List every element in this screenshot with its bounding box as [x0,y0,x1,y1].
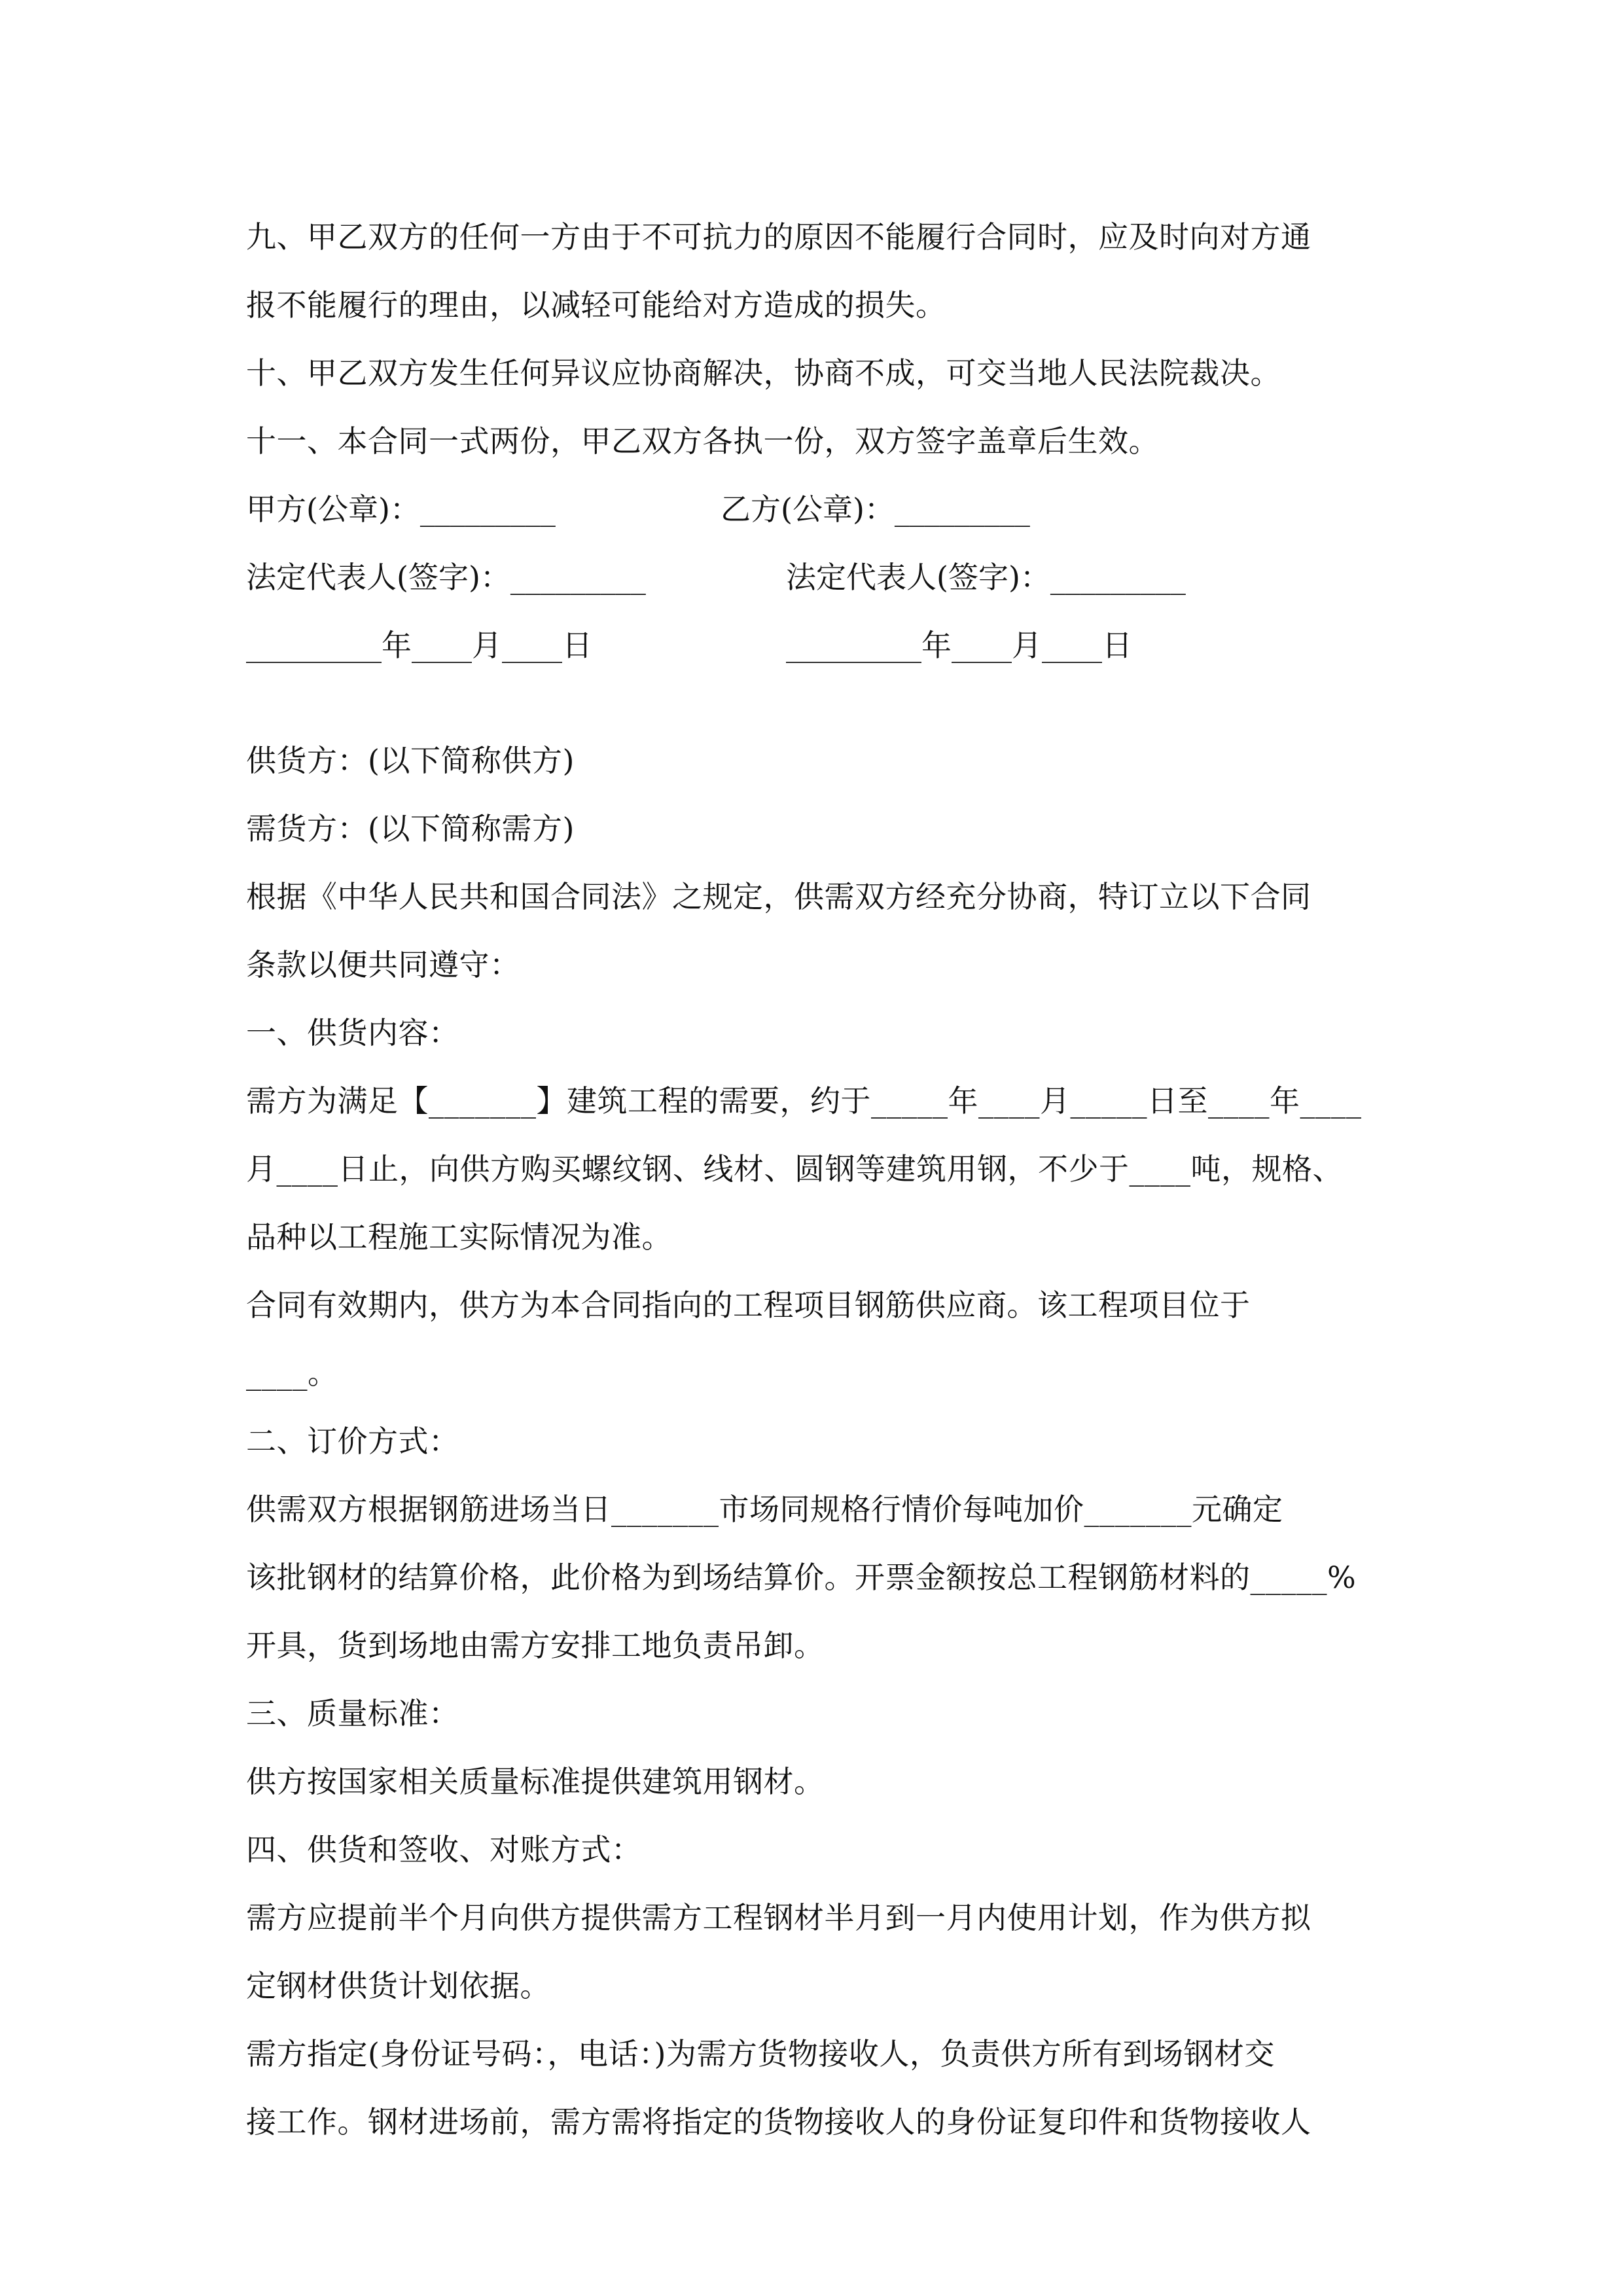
signature-row-representative [246,543,1398,611]
clause-9-line-1: 九、甲乙双方的任何一方由于不可抗力的原因不能履行合同时，应及时向对方通 [246,219,1311,255]
signature-row-seal [246,475,1398,543]
pricing-line-2: 该批钢材的结算价格，此价格为到场结算价。开票金额按总工程钢筋材料的_____% [246,1560,1357,1595]
heading-delivery: 四、供货和签收、对账方式： [246,1832,642,1867]
pricing-line-3: 开具，货到场地由需方安排工地负责吊卸。 [246,1628,825,1663]
clause-9-line-2: 报不能履行的理由，以减轻可能给对方造成的损失。 [246,287,946,323]
quality-line: 供方按国家相关质量标准提供建筑用钢材。 [246,1764,825,1799]
receiver-line-1: 需方指定(身份证号码：，电话：)为需方货物接收人，负责供方所有到场钢材交 [246,2036,1275,2072]
supplier-line: 供货方：(以下简称供方) [246,743,575,778]
party-a-seal: 甲方(公章)：_________ [246,492,556,527]
pricing-line-1: 供需双方根据钢筋进场当日_______市场同规格行情价每吨加价_______元确定 [246,1492,1283,1527]
document-page [246,203,1398,2156]
delivery-line-1: 需方应提前半个月向供方提供需方工程钢材半月到一月内使用计划，作为供方拟 [246,1900,1311,1935]
preamble-line-2: 条款以便共同遵守： [246,947,520,982]
party-a-representative: 法定代表人(签字)：_________ [246,560,646,595]
clause-10: 十、甲乙双方发生任何异议应协商解决，协商不成，可交当地人民法院裁决。 [246,355,1281,391]
preamble-line-1: 根据《中华人民共和国合同法》之规定，供需双方经充分协商，特订立以下合同 [246,879,1311,914]
buyer-line: 需货方：(以下简称需方) [246,811,575,846]
validity-line-1: 合同有效期内，供方为本合同指向的工程项目钢筋供应商。该工程项目位于 [246,1287,1251,1323]
party-b-date: _________年____月____日 [786,628,1132,663]
heading-pricing: 二、订价方式： [246,1424,459,1459]
party-a-date: _________年____月____日 [246,628,592,663]
section-gap [246,679,1398,726]
supply-content-line-3: 品种以工程施工实际情况为准。 [246,1219,672,1255]
supply-content-line-1: 需方为满足【_______】建筑工程的需要，约于_____年____月_____日至____年____ [246,1083,1362,1119]
validity-line-2: ____。 [246,1355,338,1391]
signature-row-date [246,611,1398,679]
heading-supply-content: 一、供货内容： [246,1015,459,1050]
delivery-line-2: 定钢材供货计划依据。 [246,1968,550,2003]
supply-content-line-2: 月____日止，向供方购买螺纹钢、线材、圆钢等建筑用钢，不少于____吨，规格、 [246,1151,1343,1187]
party-b-seal: 乙方(公章)：_________ [721,492,1030,527]
party-b-representative: 法定代表人(签字)：_________ [786,560,1186,595]
heading-quality: 三、质量标准： [246,1696,459,1731]
receiver-line-2: 接工作。钢材进场前，需方需将指定的货物接收人的身份证复印件和货物接收人 [246,2104,1311,2140]
clause-11: 十一、本合同一式两份，甲乙双方各执一份，双方签字盖章后生效。 [246,423,1159,459]
